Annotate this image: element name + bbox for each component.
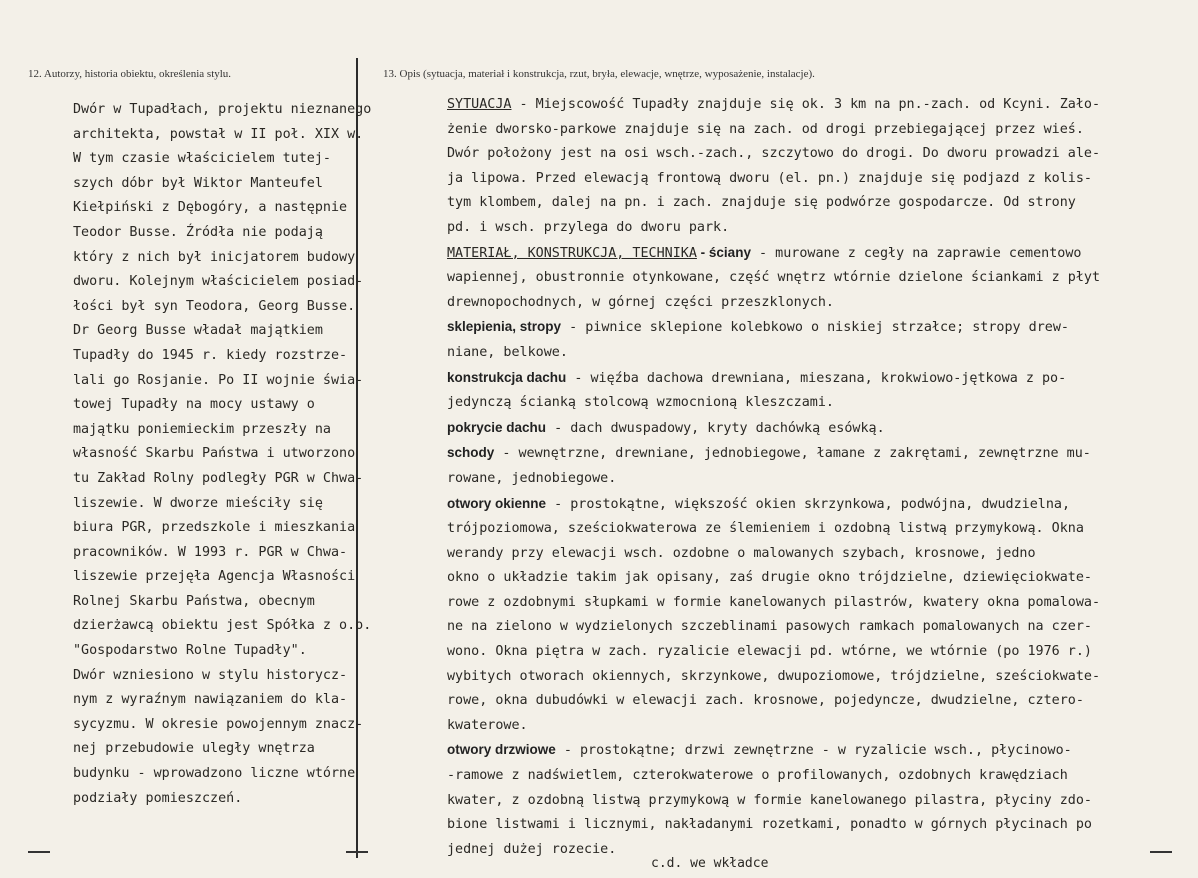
line-text: - więźba dachowa drewniana, mieszana, krokwiowo-jętkowa z po- <box>566 370 1067 386</box>
text-line: tu Zakład Rolny podległy PGR w Chwa- <box>73 470 364 486</box>
footer-rule-left <box>28 851 50 853</box>
line-text: okno o układzie takim jak opisany, zaś drugie okno trójdzielne, dziewięciokwate- <box>447 570 1092 586</box>
element-label: pokrycie dachu <box>447 419 547 435</box>
text-line: własność Skarbu Państwa i utworzono <box>73 446 356 462</box>
text-line: Dwór wzniesiono w stylu historycz- <box>73 667 348 683</box>
text-line: łości był syn Teodora, Georg Busse. <box>73 298 356 314</box>
text-line: architekta, powstał w II poł. XIX w. <box>73 126 364 142</box>
text-line <box>447 441 1167 467</box>
footer-rule-right <box>1150 851 1172 853</box>
text-line: liszewie przejęła Agencja Własności <box>73 569 356 585</box>
line-text: tym klombem, dalej na pn. i zach. znajduje się podwórze gospodarcze. Od strony <box>447 195 1076 211</box>
line-text: pd. i wsch. przylega do dworu park. <box>447 219 730 235</box>
line-text: żenie dworsko-parkowe znajduje się na zach. od drogi przebiegającej przez wieś. <box>447 121 1084 137</box>
text-line <box>447 665 1167 690</box>
text-line <box>447 241 1167 267</box>
line-text: trójpoziomowa, sześciokwaterowa ze ślemieniem i ozdobną listwą przymykową. Okna <box>447 521 1084 537</box>
text-line <box>447 93 1167 118</box>
text-line: biura PGR, przedszkole i mieszkania <box>73 520 356 536</box>
text-line <box>447 566 1167 591</box>
text-line: Dwór w Tupadłach, projektu nieznanego <box>73 102 372 117</box>
line-text: rowe z ozdobnymi słupkami w formie kanelowanych pilastrów, kwatery okna pomalowa- <box>447 594 1101 610</box>
line-text: jednej dużej rozecie. <box>447 841 617 857</box>
text-line: towej Tupadły na mocy ustawy o <box>73 397 315 413</box>
text-line <box>447 291 1167 316</box>
text-line <box>447 216 1167 241</box>
text-line <box>447 467 1167 492</box>
text-line: szych dóbr był Wiktor Manteufel <box>73 175 323 191</box>
text-line: liszewie. W dworze mieściły się <box>73 495 323 511</box>
line-text: ne na zielono w wydzielonych szczeblinami pasowych ramkach pomalowanych na czer- <box>447 619 1092 635</box>
line-text: kwaterowe. <box>447 717 528 733</box>
element-label: konstrukcja dachu <box>447 369 567 385</box>
line-text: ja lipowa. Przed elewacją frontową dworu (el. pn.) znajduje się podjazd z kolis- <box>447 170 1092 186</box>
line-text: jedynczą ścianką stolcową wzmocnioną kleszczami. <box>447 395 834 411</box>
line-text: wono. Okna piętra w zach. ryzalicie elewacji pd. wtórne, we wtórnie (po 1976 r.) <box>447 644 1092 660</box>
text-line <box>447 191 1167 216</box>
text-line: nej przebudowie uległy wnętrza <box>73 741 315 757</box>
text-line <box>447 517 1167 542</box>
line-text: -ramowe z nadświetlem, czterokwaterowe o profilowanych, ozdobnych krawędziach <box>447 768 1068 784</box>
line-text: wybitych otworach okiennych, skrzynkowe, dwupoziomowe, trójdzielne, sześciokwate- <box>447 668 1101 684</box>
text-line: lali go Rosjanie. Po II wojnie świa- <box>73 372 364 388</box>
text-line: W tym czasie właścicielem tutej- <box>73 151 331 167</box>
text-line: Rolnej Skarbu Państwa, obecnym <box>73 593 315 609</box>
text-line: który z nich był inicjatorem budowy <box>73 249 356 265</box>
text-line <box>447 738 1167 764</box>
text-line: nym z wyraźnym nawiązaniem do kla- <box>73 692 348 708</box>
text-line: Kiełpiński z Dębogóry, a następnie <box>73 200 348 216</box>
text-line <box>447 789 1167 814</box>
line-text: bione listwami i licznymi, nakładanymi rozetkami, ponadto w górnych płycinach po <box>447 817 1092 833</box>
text-line: Dr Georg Busse władał majątkiem <box>73 323 323 339</box>
text-line <box>447 391 1167 416</box>
text-line <box>447 266 1167 291</box>
line-text: - prostokątne; drzwi zewnętrzne - w ryzalicie wsch., płycinowo- <box>555 743 1072 759</box>
text-line <box>447 492 1167 518</box>
text-line <box>447 118 1167 143</box>
text-line: Teodor Busse. Źródła nie podają <box>73 224 323 240</box>
line-text: - dach dwuspadowy, kryty dachówką esówką. <box>546 420 885 436</box>
text-line <box>447 689 1167 714</box>
text-line <box>447 416 1167 442</box>
text-line: sycyzmu. W okresie powojennym znacz- <box>73 716 364 732</box>
line-text: Dwór położony jest na osi wsch.-zach., szczytowo do drogi. Do dworu prowadzi ale- <box>447 146 1101 162</box>
element-label: - ściany <box>696 244 751 260</box>
right-column-heading: 13. Opis (sytuacja, materiał i konstrukcja, rzut, bryła, elewacje, wnętrze, wyposażenie, instalacje). <box>383 68 815 80</box>
text-line <box>447 341 1167 366</box>
section-heading: SYTUACJA <box>447 97 512 112</box>
text-line <box>447 167 1167 192</box>
text-line <box>447 813 1167 838</box>
text-line: dworu. Kolejnym właścicielem posiad- <box>73 274 364 290</box>
text-line: budynku - wprowadzono liczne wtórne <box>73 766 356 782</box>
section-heading: MATERIAŁ, KONSTRUKCJA, TECHNIKA <box>447 245 697 261</box>
text-line <box>447 366 1167 392</box>
text-line: "Gospodarstwo Rolne Tupadły". <box>73 643 307 659</box>
line-text: werandy przy elewacji wsch. ozdobne o malowanych szybach, krosnowe, jedno <box>447 545 1036 561</box>
element-label: otwory okienne <box>447 495 547 511</box>
text-line <box>447 714 1167 739</box>
text-line: pracowników. W 1993 r. PGR w Chwa- <box>73 544 348 560</box>
line-text: kwater, z ozdobną listwą przymykową w formie kanelowanego pilastra, płyciny zdo- <box>447 792 1092 808</box>
element-label: sklepienia, stropy <box>447 319 562 335</box>
description-text <box>447 93 1167 862</box>
line-text: niane, belkowe. <box>447 344 568 360</box>
line-text: drewnopochodnych, w górnej części przeszklonych. <box>447 294 834 310</box>
text-line: dzierżawcą obiektu jest Spółka z o.o. <box>73 618 372 634</box>
text-line <box>447 764 1167 789</box>
text-line <box>447 640 1167 665</box>
text-line <box>447 542 1167 567</box>
line-text: - Miejscowość Tupadły znajduje się ok. 3 km na pn.-zach. od Kcyni. Zało- <box>511 97 1101 112</box>
text-line <box>447 591 1167 616</box>
text-line: Tupadły do 1945 r. kiedy rozstrze- <box>73 347 348 363</box>
left-column-heading: 12. Autorzy, historia obiektu, określenia stylu. <box>28 68 232 80</box>
element-label: otwory drzwiowe <box>447 742 556 758</box>
text-line: majątku poniemieckim przeszły na <box>73 421 331 437</box>
line-text: wapiennej, obustronnie otynkowane, część wnętrz wtórnie dzielone ściankami z płyt <box>447 270 1101 286</box>
text-line <box>447 615 1167 640</box>
element-label: schody <box>447 445 495 461</box>
text-line <box>447 315 1167 341</box>
line-text: - prostokątne, większość okien skrzynkowa, podwójna, dwudzielna, <box>546 496 1071 512</box>
line-text: rowe, okna dubudówki w elewacji zach. krosnowe, pojedyncze, dwudzielne, cztero- <box>447 693 1084 709</box>
text-line: podziały pomieszczeń. <box>73 790 243 806</box>
line-text: - murowane z cegły na zaprawie cementowo <box>750 245 1082 261</box>
text-line <box>447 142 1167 167</box>
line-text: rowane, jednobiegowe. <box>447 470 617 486</box>
history-text <box>73 98 373 811</box>
line-text: - wewnętrzne, drewniane, jednobiegowe, łamane z zakrętami, zewnętrzne mu- <box>494 446 1091 462</box>
footer-rule-middle <box>346 851 368 853</box>
continuation-note: c.d. we wkładce <box>651 856 769 871</box>
text-line <box>447 838 1167 863</box>
line-text: - piwnice sklepione kolebkowo o niskiej strzałce; stropy drew- <box>561 320 1069 336</box>
